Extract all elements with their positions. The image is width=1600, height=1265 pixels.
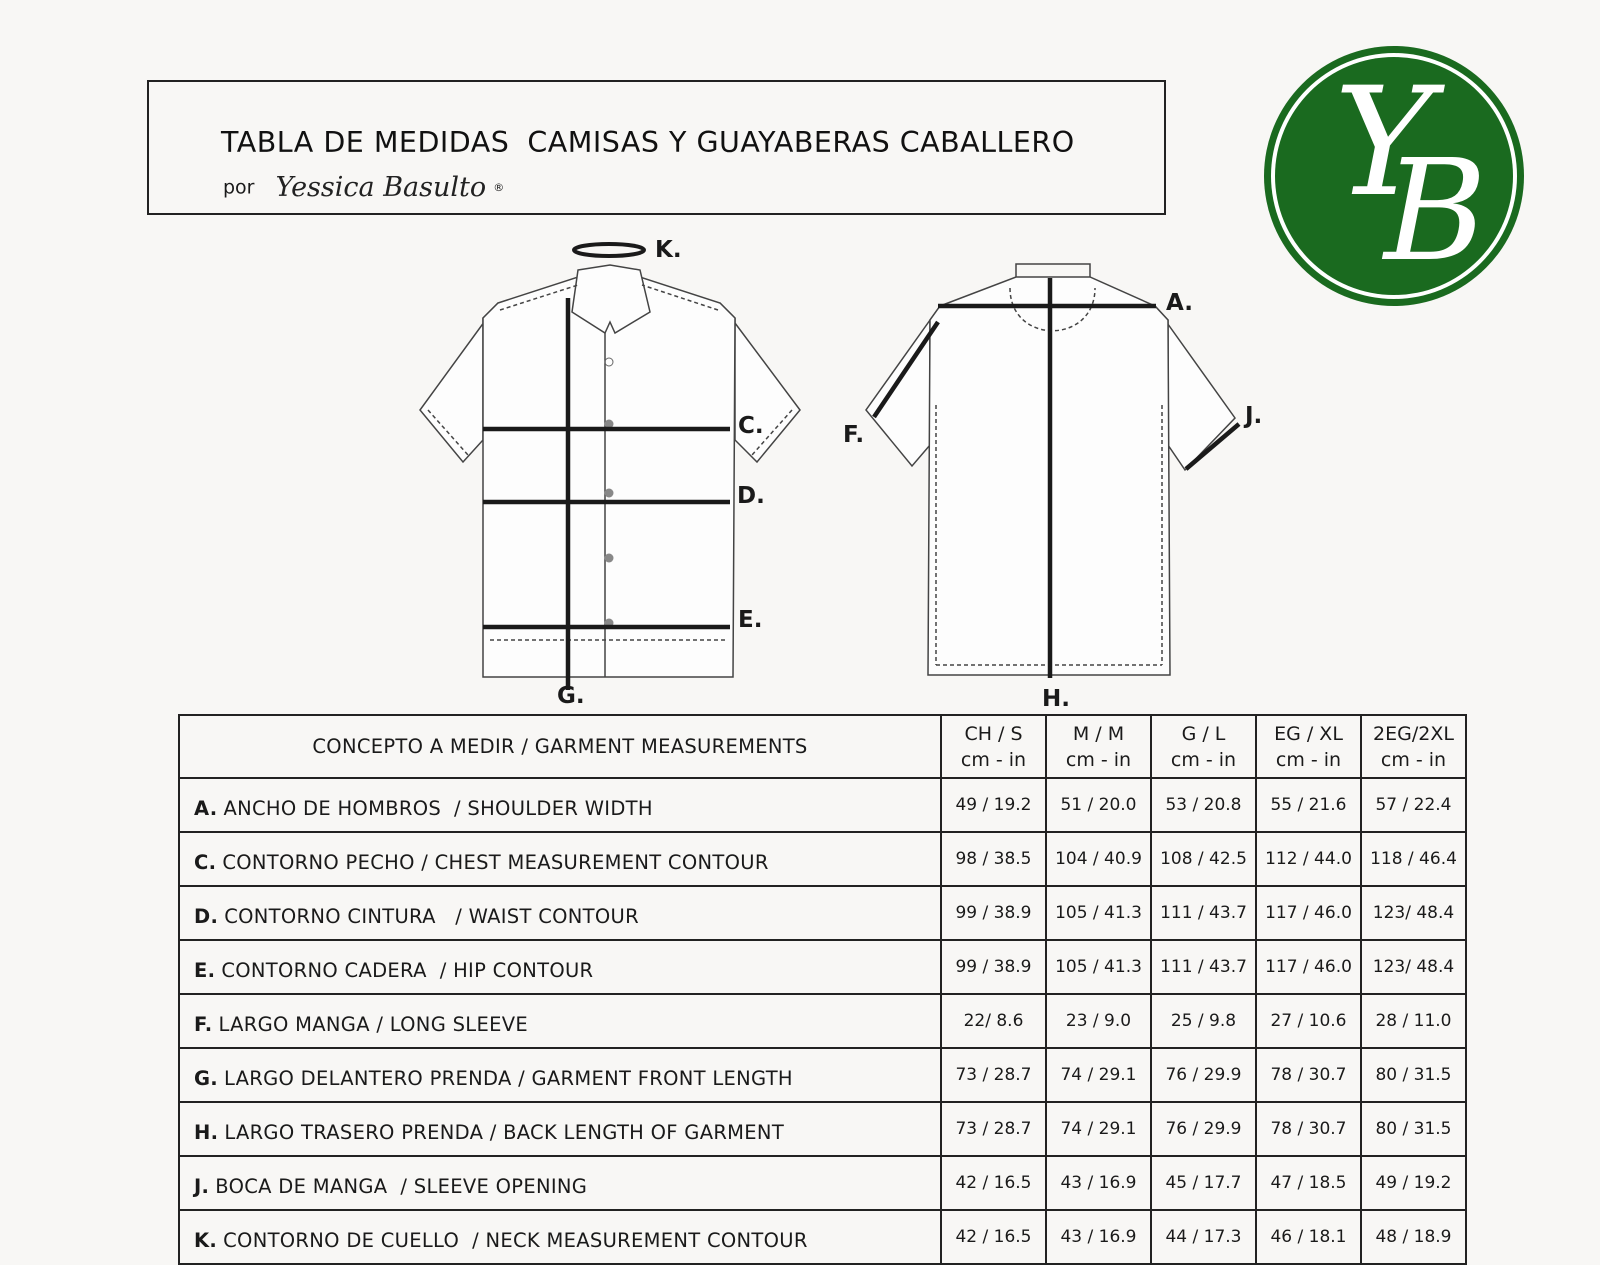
value-cell: 73 / 28.7 [941, 1048, 1046, 1102]
title-part-1: TABLA DE MEDIDAS [221, 126, 510, 159]
value-cell: 73 / 28.7 [941, 1102, 1046, 1156]
byline [223, 172, 504, 203]
label-d: D. [737, 483, 765, 509]
measurement-key: J. [194, 1174, 210, 1198]
measurement-label [179, 1102, 941, 1156]
value-cell: 111 / 43.7 [1151, 940, 1256, 994]
value-cell: 108 / 42.5 [1151, 832, 1256, 886]
size-label: 2EG/2XL [1373, 722, 1454, 745]
size-units: cm - in [1380, 748, 1447, 771]
measurement-key: C. [194, 850, 217, 874]
measurement-name: CONTORNO PECHO / CHEST MEASUREMENT CONTOUR [222, 850, 769, 874]
button [605, 554, 614, 563]
size-header-m [1046, 715, 1151, 778]
registered-mark: ® [493, 181, 505, 194]
measurement-label [179, 1210, 941, 1264]
measurement-label [179, 886, 941, 940]
logo-letter-b: B [1384, 130, 1487, 293]
value-cell: 98 / 38.5 [941, 832, 1046, 886]
value-cell: 78 / 30.7 [1256, 1102, 1361, 1156]
value-cell: 43 / 16.9 [1046, 1210, 1151, 1264]
value-cell: 53 / 20.8 [1151, 778, 1256, 832]
value-cell: 117 / 46.0 [1256, 886, 1361, 940]
value-cell: 117 / 46.0 [1256, 940, 1361, 994]
table-row [179, 940, 1466, 994]
value-cell: 104 / 40.9 [1046, 832, 1151, 886]
size-header-l [1151, 715, 1256, 778]
value-cell: 76 / 29.9 [1151, 1102, 1256, 1156]
measurement-key: K. [194, 1228, 218, 1252]
size-header-s [941, 715, 1046, 778]
value-cell: 28 / 11.0 [1361, 994, 1466, 1048]
measurement-label [179, 940, 941, 994]
value-cell: 74 / 29.1 [1046, 1048, 1151, 1102]
value-cell: 49 / 19.2 [941, 778, 1046, 832]
measurement-key: A. [194, 796, 218, 820]
size-units: cm - in [1170, 748, 1237, 771]
measurement-name: CONTORNO CINTURA / WAIST CONTOUR [224, 904, 639, 928]
value-cell: 55 / 21.6 [1256, 778, 1361, 832]
value-cell: 99 / 38.9 [941, 886, 1046, 940]
measurement-label [179, 778, 941, 832]
size-units: cm - in [960, 748, 1027, 771]
measurement-key: F. [194, 1012, 213, 1036]
brand-signature: Yessica Basulto [275, 172, 487, 203]
value-cell: 105 / 41.3 [1046, 940, 1151, 994]
value-cell: 22/ 8.6 [941, 994, 1046, 1048]
value-cell: 44 / 17.3 [1151, 1210, 1256, 1264]
table-row [179, 1102, 1466, 1156]
measurement-name: LARGO DELANTERO PRENDA / GARMENT FRONT LENGTH [224, 1066, 793, 1090]
measurement-name: ANCHO DE HOMBROS / SHOULDER WIDTH [223, 796, 653, 820]
table-row [179, 832, 1466, 886]
value-cell: 80 / 31.5 [1361, 1048, 1466, 1102]
value-cell: 43 / 16.9 [1046, 1156, 1151, 1210]
value-cell: 118 / 46.4 [1361, 832, 1466, 886]
measurement-key: E. [194, 958, 216, 982]
measurement-key: G. [194, 1066, 219, 1090]
measure-line-k [574, 244, 644, 256]
label-g: G. [557, 683, 585, 709]
measurement-label [179, 832, 941, 886]
measurement-name: CONTORNO DE CUELLO / NECK MEASUREMENT CONTOUR [223, 1228, 808, 1252]
label-f: F. [843, 422, 865, 448]
measurement-key: D. [194, 904, 219, 928]
label-c: C. [738, 413, 764, 439]
value-cell: 51 / 20.0 [1046, 778, 1151, 832]
value-cell: 76 / 29.9 [1151, 1048, 1256, 1102]
table-row [179, 778, 1466, 832]
value-cell: 74 / 29.1 [1046, 1102, 1151, 1156]
table-row [179, 1156, 1466, 1210]
value-cell: 49 / 19.2 [1361, 1156, 1466, 1210]
measurement-name: CONTORNO CADERA / HIP CONTOUR [221, 958, 594, 982]
measurement-table [178, 714, 1467, 1265]
logo-letter-y: Y [1334, 56, 1434, 230]
table-header-row [179, 715, 1466, 778]
size-label: CH / S [964, 722, 1023, 745]
value-cell: 57 / 22.4 [1361, 778, 1466, 832]
table-row [179, 886, 1466, 940]
value-cell: 48 / 18.9 [1361, 1210, 1466, 1264]
page-title [221, 126, 1075, 159]
value-cell: 46 / 18.1 [1256, 1210, 1361, 1264]
size-units: cm - in [1065, 748, 1132, 771]
measurement-key: H. [194, 1120, 219, 1144]
table-row [179, 1210, 1466, 1264]
label-k: K. [655, 237, 682, 263]
value-cell: 111 / 43.7 [1151, 886, 1256, 940]
label-a: A. [1166, 290, 1193, 316]
size-label: G / L [1181, 722, 1226, 745]
value-cell: 123/ 48.4 [1361, 886, 1466, 940]
measurement-label [179, 1156, 941, 1210]
value-cell: 23 / 9.0 [1046, 994, 1151, 1048]
value-cell: 80 / 31.5 [1361, 1102, 1466, 1156]
measurement-name: BOCA DE MANGA / SLEEVE OPENING [215, 1174, 588, 1198]
value-cell: 105 / 41.3 [1046, 886, 1151, 940]
table-row [179, 994, 1466, 1048]
value-cell: 99 / 38.9 [941, 940, 1046, 994]
back-yoke [1016, 264, 1090, 277]
size-header-2xl [1361, 715, 1466, 778]
header-box [147, 80, 1166, 215]
label-e: E. [738, 607, 763, 633]
value-cell: 78 / 30.7 [1256, 1048, 1361, 1102]
value-cell: 42 / 16.5 [941, 1156, 1046, 1210]
value-cell: 112 / 44.0 [1256, 832, 1361, 886]
measurement-name: LARGO TRASERO PRENDA / BACK LENGTH OF GARMENT [224, 1120, 785, 1144]
value-cell: 27 / 10.6 [1256, 994, 1361, 1048]
size-units: cm - in [1275, 748, 1342, 771]
value-cell: 45 / 17.7 [1151, 1156, 1256, 1210]
concept-header: CONCEPTO A MEDIR / GARMENT MEASUREMENTS [179, 715, 941, 778]
value-cell: 47 / 18.5 [1256, 1156, 1361, 1210]
table-row [179, 1048, 1466, 1102]
front-body [483, 277, 735, 677]
label-j: J. [1245, 403, 1263, 429]
size-label: M / M [1072, 722, 1125, 745]
byline-prefix: por [223, 176, 255, 199]
value-cell: 42 / 16.5 [941, 1210, 1046, 1264]
measurement-diagram [0, 225, 1600, 715]
button [605, 489, 614, 498]
measurement-label [179, 994, 941, 1048]
size-header-xl [1256, 715, 1361, 778]
value-cell: 25 / 9.8 [1151, 994, 1256, 1048]
value-cell: 123/ 48.4 [1361, 940, 1466, 994]
label-h: H. [1042, 686, 1070, 712]
measurement-name: LARGO MANGA / LONG SLEEVE [218, 1012, 528, 1036]
measurement-label [179, 1048, 941, 1102]
title-part-2: CAMISAS Y GUAYABERAS CABALLERO [527, 126, 1075, 159]
size-label: EG / XL [1274, 722, 1343, 745]
